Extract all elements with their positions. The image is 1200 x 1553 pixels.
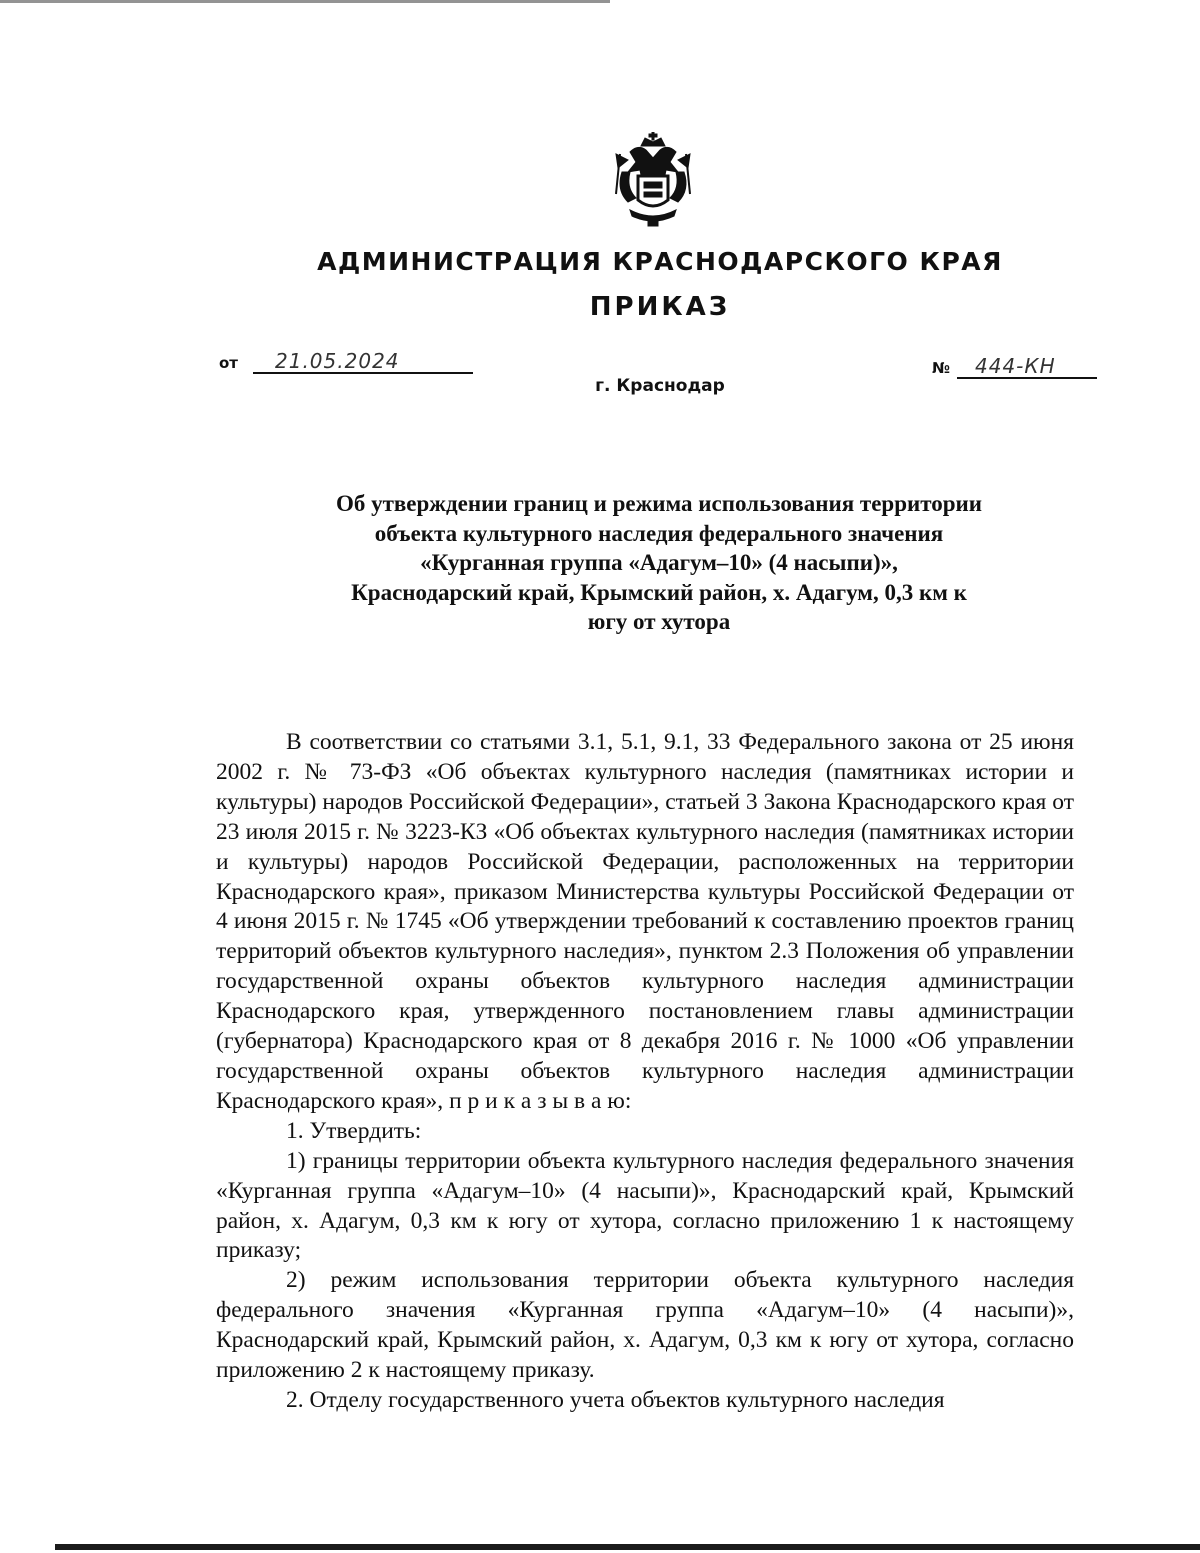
item-1-2-paragraph: 2) режим использования территории объекта культурного наследия федерального значения «Курганная группа «Адагум–10» (4 насыпи)», Краснодарский край, Крымский район, х. Адагум, 0,3 км к югу от хутора, согласно приложению 2 к настоящему приказу.	[216, 1267, 1074, 1384]
city-label: г. Краснодар	[595, 376, 725, 396]
item-2-paragraph: 2. Отделу государственного учета объектов культурного наследия	[286, 1386, 945, 1413]
decree-word: п р и к а з ы в а ю:	[449, 1087, 632, 1114]
scan-edge-top	[0, 0, 610, 3]
date-label: от	[219, 354, 238, 372]
item-1-1-paragraph: 1) границы территории объекта культурного наследия федерального значения «Курганная группа «Адагум–10» (4 насыпи)», Краснодарский край, Крымский район, х. Адагум, 0,3 км к югу от хутора, согласно приложению 1 к настоящему приказу;	[216, 1147, 1074, 1264]
scan-edge-bottom	[55, 1544, 1200, 1550]
order-body	[216, 728, 1074, 1416]
preamble-paragraph	[216, 728, 1074, 1117]
date-value-handwritten: 21.05.2024	[275, 349, 400, 373]
organization-title: АДМИНИСТРАЦИЯ КРАСНОДАРСКОГО КРАЯ	[317, 247, 1003, 276]
order-title	[250, 489, 1068, 637]
number-value-handwritten: 444-КН	[975, 354, 1056, 378]
order-title-line: объекта культурного наследия федерального значения	[374, 520, 944, 546]
preamble-text: В соответствии со статьями 3.1, 5.1, 9.1, 33 Федерального закона от 25 июня 2002 г. № 73-ФЗ «Об объектах культурного наследия (памятниках истории и культуры) народов Российской Федерации», статьей 3 Закона Краснодарского края от 23 июля 2015 г. № 3223-КЗ «Об объектах культурного наследия (памятниках истории и культуры) народов Российской Федерации, расположенных на территории Краснодарского края», приказом Министерства культуры Российской Федерации от 4 июня 2015 г. № 1745 «Об утверждении требований к составлению проектов границ территорий объектов культурного наследия», пунктом 2.3 Положения об управлении государственной охраны объектов культурного наследия администрации Краснодарского края, утвержденного постановлением главы администрации (губернатора) Краснодарского края от 8 декабря 2016 г. № 1000 «Об управлении государственной охраны объектов культурного наследия администрации Краснодарского края»,	[216, 729, 1074, 1114]
order-title-line: «Курганная группа «Адагум–10» (4 насыпи)»,	[420, 550, 898, 576]
order-title-line: югу от хутора	[587, 609, 731, 635]
coat-of-arms-emblem	[608, 132, 698, 228]
document-type-title: ПРИКАЗ	[589, 292, 731, 322]
order-title-line: Об утверждении границ и режима использования территории	[335, 491, 983, 516]
item-1-paragraph: 1. Утвердить:	[286, 1117, 422, 1144]
number-label: №	[932, 359, 951, 377]
order-title-line: Краснодарский край, Крымский район, х. Адагум, 0,3 км к	[351, 579, 967, 605]
